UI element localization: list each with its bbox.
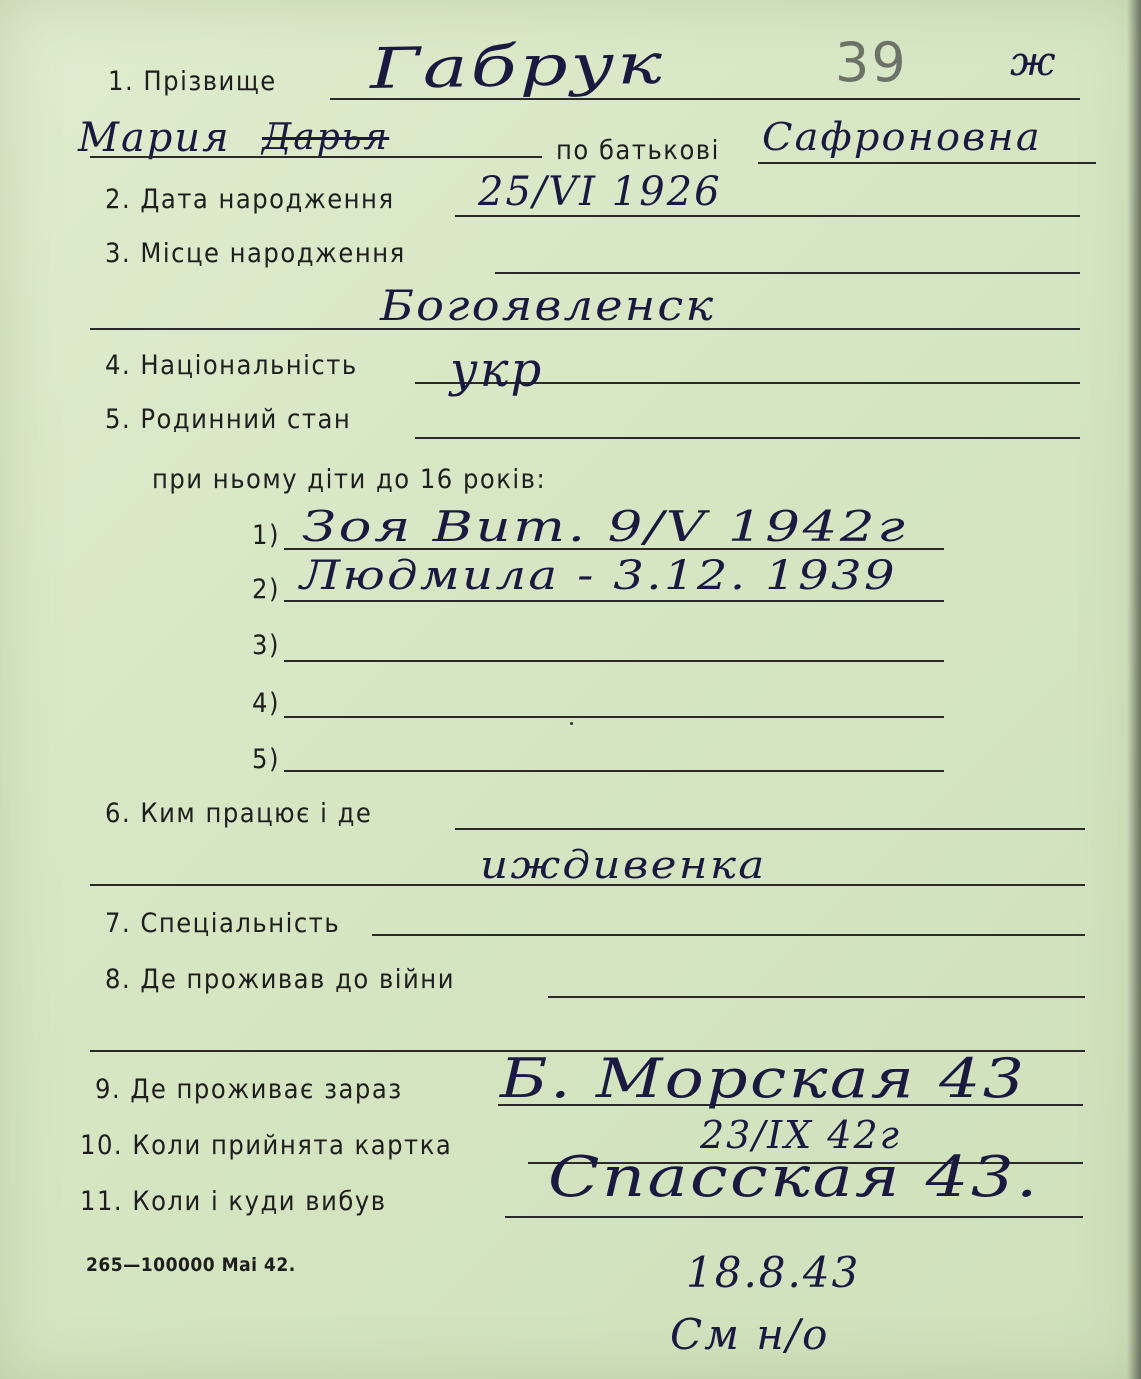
child-3-num: 3) (252, 630, 280, 661)
child-5-line (284, 770, 944, 772)
departure-label: 11. Коли і куди вибув (80, 1186, 387, 1217)
occupation-value: иждивенка (480, 843, 767, 887)
nationality-value: укр (450, 342, 544, 398)
signature-mark: См н/о (670, 1310, 830, 1359)
gender-mark: ж (1010, 39, 1058, 85)
child-1-value: Зоя Вит. 9/V 1942г (302, 502, 908, 551)
birth-place-label: 3. Місце народження (105, 238, 406, 269)
card-edge-shadow (1127, 0, 1141, 1379)
child-2-line (284, 600, 944, 602)
given-name-value: Мария (78, 115, 231, 161)
prewar-residence-line-1 (548, 996, 1085, 998)
child-4-line (284, 716, 944, 718)
specialty-label: 7. Спеціальність (105, 908, 341, 939)
birth-date-label: 2. Дата народження (105, 184, 395, 215)
surname-label: 1. Прізвище (108, 66, 277, 97)
birth-date-line (455, 215, 1080, 217)
given-name-line (90, 156, 542, 158)
nationality-label: 4. Національність (105, 350, 358, 381)
departure-date-value: 18.8.43 (686, 1248, 861, 1297)
surname-value: Габрук (369, 31, 666, 102)
birth-date-value: 25/VI 1926 (478, 169, 722, 215)
occupation-line-1 (455, 828, 1085, 830)
print-run-id: 265—100000 Mai 42. (86, 1254, 296, 1276)
patronymic-value: Сафроновна (762, 115, 1042, 159)
ink-dot (570, 722, 573, 725)
departure-line (505, 1216, 1083, 1218)
family-status-label: 5. Родинний стан (105, 404, 352, 435)
children-header: при ньому діти до 16 років: (152, 464, 547, 495)
child-1-num: 1) (252, 520, 280, 551)
card-accepted-label: 10. Коли прийнята картка (80, 1130, 453, 1161)
current-residence-value: Б. Морская 43 (500, 1047, 1027, 1110)
card-accepted-value: 23/IX 42г (700, 1113, 901, 1157)
birth-place-line-1 (495, 272, 1080, 274)
child-4-num: 4) (252, 688, 280, 719)
child-2-value: Людмила - 3.12. 1939 (300, 553, 897, 599)
age-mark: 39 (835, 31, 908, 94)
occupation-label: 6. Ким працює і де (105, 798, 373, 829)
given-name-struck: Дарья (262, 117, 390, 158)
family-status-line (415, 437, 1080, 439)
specialty-line (372, 934, 1085, 936)
patronymic-label: по батькові (556, 135, 720, 166)
patronymic-line (758, 162, 1096, 164)
birth-place-value: Богоявленск (380, 281, 716, 330)
current-residence-label: 9. Де проживає зараз (95, 1074, 403, 1105)
child-5-num: 5) (252, 744, 280, 775)
child-3-line (284, 660, 944, 662)
prewar-residence-label: 8. Де проживав до війни (105, 964, 455, 995)
departure-value: Спасская 43. (548, 1145, 1040, 1210)
child-2-num: 2) (252, 574, 280, 605)
